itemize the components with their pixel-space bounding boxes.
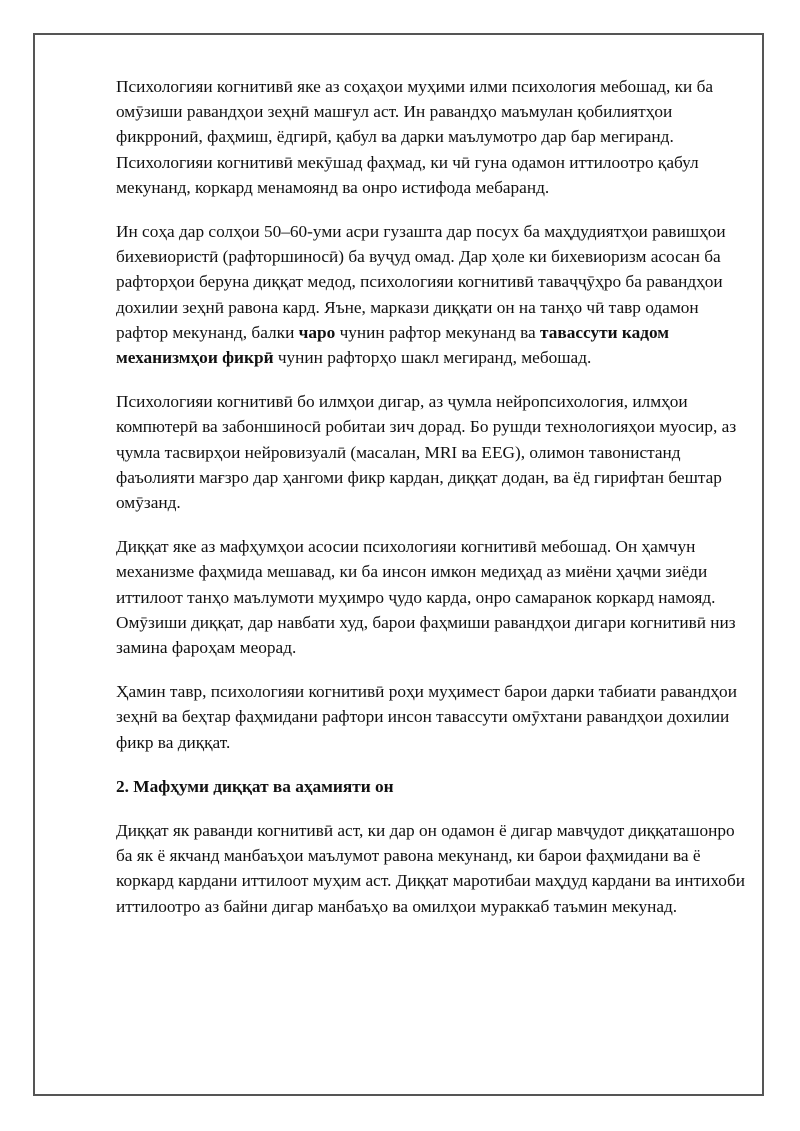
paragraph-history (116, 219, 746, 370)
paragraph-history-text-2: чунин рафтор мекунанд ва (335, 322, 541, 342)
paragraph-conclusion: Ҳамин тавр, психологияи когнитивӣ роҳи муҳимест барои дарки табиати равандҳои зеҳнӣ ва беҳтар фаҳмидани рафтори инсон тавассути омӯхтани равандҳои дохилии фикр ва диққат. (116, 682, 737, 752)
section-paragraph: Диққат як раванди когнитивӣ аст, ки дар он одамон ё дигар мавҷудот диққаташонро ба як ё якчанд манбаъҳои маълумот равона мекунанд, ки барои фаҳмидани ва ё коркард кардани иттилоот муҳим аст. Диққат маротибаи маҳдуд кардани ва интихоби иттилоотро аз байни дигар манбаъҳо ва омилҳои мураккаб таъмин мекунад. (116, 821, 745, 916)
paragraph-attention-concept: Диққат яке аз мафҳумҳои асосии психологияи когнитивӣ мебошад. Он ҳамчун механизме фаҳмида мешавад, ки ба инсон имкон медиҳад аз миёни ҳаҷми зиёди иттилоот танҳо маълумоти муҳимро ҷудо карда, онро самаранок коркард намояд. Омӯзиши диққат, дар навбати худ, барои фаҳмиши равандҳои дигари когнитивӣ низ замина фароҳам меорад. (116, 537, 736, 658)
paragraph-history-text-3: чунин рафторҳо шакл мегиранд, мебошад. (273, 348, 592, 368)
paragraph-intro: Психологияи когнитивӣ яке аз соҳаҳои муҳими илми психология мебошад, ки ба омӯзиши равандҳои зеҳнӣ машғул аст. Ин равандҳо маъмулан қобилиятҳои фикррониӣ, фаҳмиш, ёдгирӣ, қабул ва дарки маълумотро дар бар мегиранд. Психологияи когнитивӣ мекӯшад фаҳмад, ки чӣ гуна одамон иттилоотро қабул мекунанд, коркард менамоянд ва онро истифода мебаранд. (116, 77, 714, 197)
paragraph-history-bold-mechanisms: тавассути кадом механизмҳои фикрӣ (116, 322, 670, 368)
section-heading: 2. Мафҳуми диққат ва аҳамияти он (116, 776, 394, 796)
paragraph-related-sciences: Психологияи когнитивӣ бо илмҳои дигар, аз ҷумла нейропсихология, илмҳои компютерӣ ва забоншиносӣ робитаи зич дорад. Бо рушди технологияҳои муосир, аз ҷумла тасвирҳои нейровизуалӣ (масалан, MRI ва EEG), олимон тавонистанд фаъолияти мағзро дар ҳангоми фикр кардан, диққат додан, ва ёд гирифтан бештар омӯзанд. (116, 392, 737, 513)
paragraph-history-bold-why: чаро (298, 322, 336, 342)
paragraph-history-text-1: Ин соҳа дар солҳои 50–60-уми асри гузашта дар посух ба маҳдудиятҳои равишҳои бихевиористӣ (рафторшиносӣ) ба вуҷуд омад. Дар ҳоле ки бихевиоризм асосан ба рафторҳои беруна диққат медод, психологияи когнитивӣ таваҷҷӯҳро ба равандҳои дохилии зеҳнӣ равона кард. Яъне, маркази диққати он на танҳо чӣ тавр одамон рафтор мекунанд, балки (116, 222, 726, 342)
document-body (116, 74, 746, 938)
